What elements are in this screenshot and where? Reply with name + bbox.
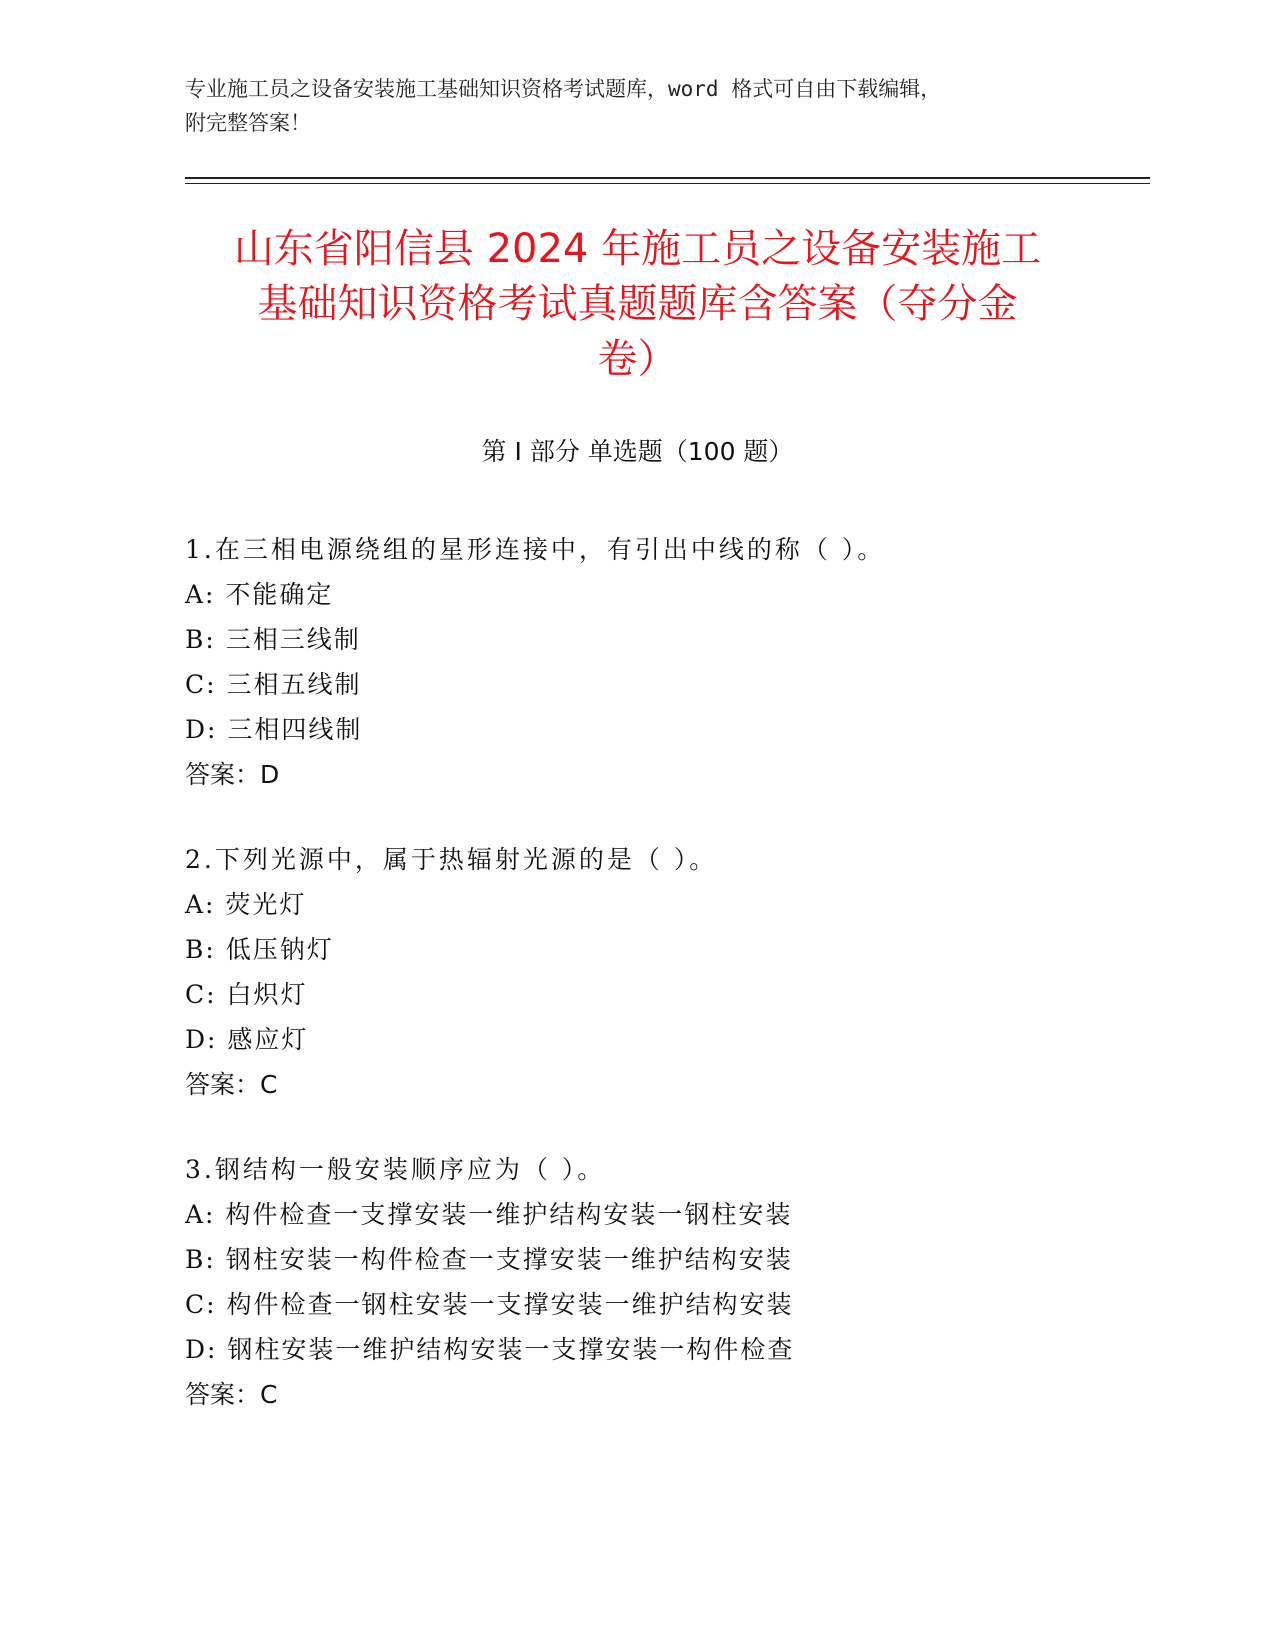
answer: 答案：C [185,1380,278,1409]
header-note-line-1: 专业施工员之设备安装施工基础知识资格考试题库，word 格式可自由下载编辑， [185,77,942,101]
question-1 [185,527,1135,797]
header-note [185,72,1085,140]
document-title-line-1: 山东省阳信县 2024 年施工员之设备安装施工 [233,226,1042,272]
question-stem: 1.在三相电源绕组的星形连接中，有引出中线的称（ ）。 [185,535,886,564]
document-title-line-2: 基础知识资格考试真题题库含答案（夺分金 [257,281,1018,327]
option-b: B: 低压钠灯 [185,935,334,964]
header-note-line-2: 附完整答案！ [185,111,311,135]
question-2 [185,837,1135,1107]
header-divider-thin [185,183,1150,184]
option-c: C: 构件检查一钢柱安装一支撑安装一维护结构安装 [185,1290,794,1319]
option-d: D: 三相四线制 [185,715,363,744]
option-b: B: 钢柱安装一构件检查一支撑安装一维护结构安装 [185,1245,793,1274]
option-c: C: 白炽灯 [185,980,308,1009]
option-a: A: 构件检查一支撑安装一维护结构安装一钢柱安装 [185,1200,793,1229]
option-d: D: 钢柱安装一维护结构安装一支撑安装一构件检查 [185,1335,795,1364]
header-divider-thick [185,177,1150,179]
answer: 答案：C [185,1070,278,1099]
question-list [185,527,1135,1457]
question-stem: 2.下列光源中，属于热辐射光源的是（ ）。 [185,845,718,874]
answer: 答案：D [185,760,280,789]
option-a: A: 不能确定 [185,580,334,609]
option-c: C: 三相五线制 [185,670,362,699]
document-title [150,222,1125,387]
option-a: A: 荧光灯 [185,890,307,919]
document-title-line-3: 卷） [597,336,678,382]
question-3 [185,1147,1135,1417]
question-stem: 3.钢结构一般安装顺序应为（ ）。 [185,1155,606,1184]
option-d: D: 感应灯 [185,1025,309,1054]
section-heading: 第 I 部分 单选题（100 题） [481,437,794,466]
option-b: B: 三相三线制 [185,625,361,654]
